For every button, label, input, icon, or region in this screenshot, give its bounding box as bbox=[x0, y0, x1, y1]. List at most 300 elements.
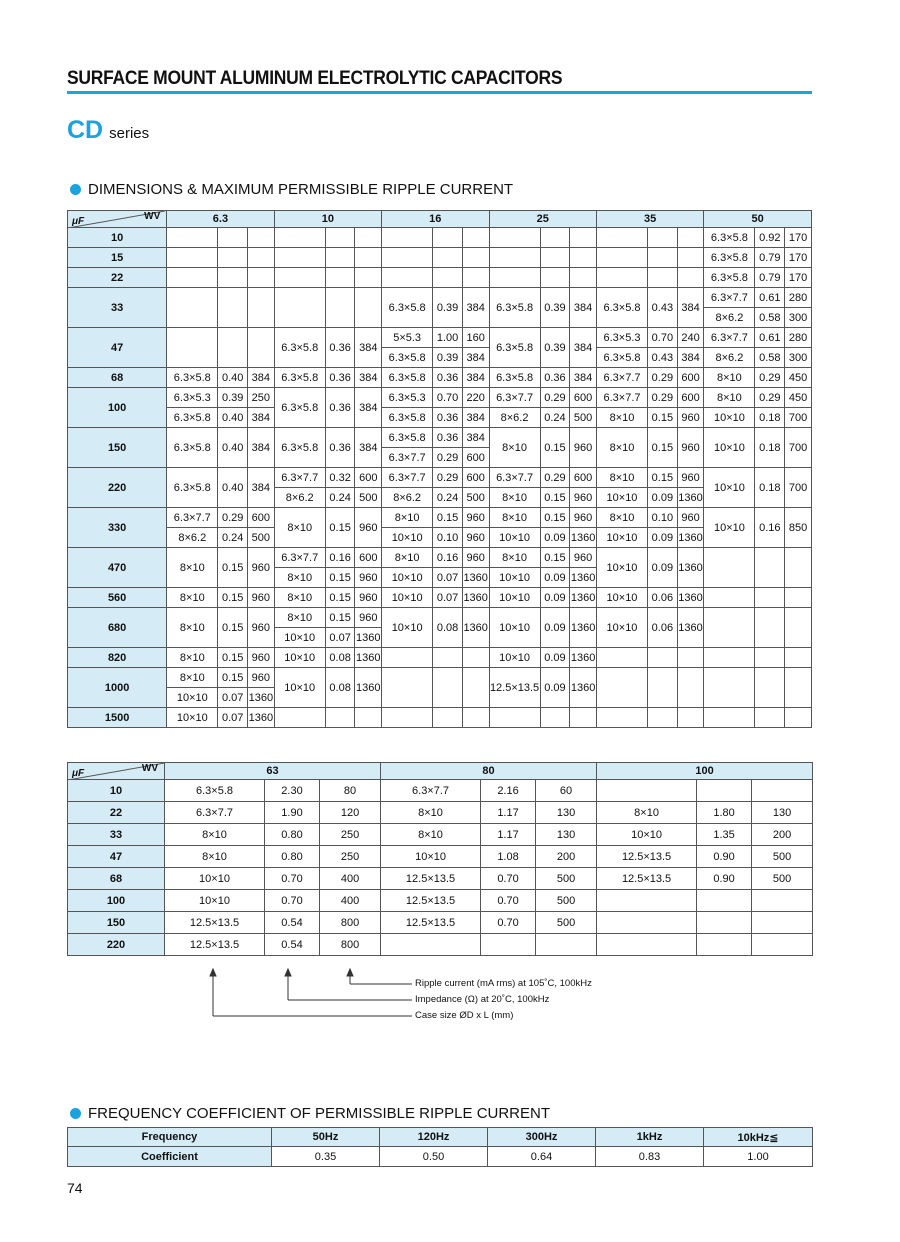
impedance-cell: 0.15 bbox=[325, 608, 355, 628]
ripple-current-cell: 960 bbox=[677, 468, 704, 488]
impedance-cell: 0.24 bbox=[325, 488, 355, 508]
case-size-cell bbox=[596, 268, 647, 288]
case-size-cell: 8×10 bbox=[381, 802, 481, 824]
ripple-current-cell: 1360 bbox=[355, 648, 382, 668]
ripple-current-cell bbox=[785, 588, 812, 608]
case-size-cell: 6.3×5.8 bbox=[489, 328, 540, 368]
case-size-cell: 6.3×7.7 bbox=[274, 548, 325, 568]
case-size-cell: 10×10 bbox=[167, 708, 218, 728]
ripple-current-cell bbox=[355, 248, 382, 268]
case-size-cell: 6.3×7.7 bbox=[704, 328, 755, 348]
impedance-cell: 0.39 bbox=[433, 288, 463, 328]
impedance-cell: 0.80 bbox=[265, 824, 320, 846]
frequency-cell: 300Hz bbox=[488, 1128, 596, 1147]
case-size-cell: 8×10 bbox=[489, 548, 540, 568]
case-size-cell: 8×10 bbox=[274, 588, 325, 608]
impedance-cell bbox=[540, 228, 570, 248]
ripple-current-cell: 700 bbox=[785, 428, 812, 468]
ripple-current-cell: 60 bbox=[536, 780, 597, 802]
ripple-current-cell bbox=[355, 228, 382, 248]
capacitance-cell: 220 bbox=[68, 468, 167, 508]
table-row bbox=[68, 248, 812, 268]
case-size-cell: 8×6.2 bbox=[489, 408, 540, 428]
ripple-current-cell bbox=[677, 708, 704, 728]
capacitance-cell: 680 bbox=[68, 608, 167, 648]
section-frequency-label: FREQUENCY COEFFICIENT OF PERMISSIBLE RIPPLE CURRENT bbox=[88, 1105, 551, 1122]
ripple-current-cell: 280 bbox=[785, 288, 812, 308]
ripple-current-cell: 500 bbox=[462, 488, 489, 508]
case-size-cell bbox=[597, 912, 697, 934]
ripple-current-cell: 1360 bbox=[355, 628, 382, 648]
ripple-current-cell: 1360 bbox=[677, 528, 704, 548]
case-size-cell bbox=[382, 648, 433, 668]
ripple-current-cell: 130 bbox=[752, 802, 813, 824]
impedance-cell bbox=[648, 708, 678, 728]
impedance-cell: 0.29 bbox=[648, 388, 678, 408]
impedance-cell: 0.36 bbox=[433, 408, 463, 428]
ripple-current-cell: 170 bbox=[785, 228, 812, 248]
impedance-cell bbox=[433, 248, 463, 268]
section-frequency bbox=[70, 1105, 550, 1122]
case-size-cell: 6.3×5.8 bbox=[167, 408, 218, 428]
case-size-cell: 5×5.3 bbox=[382, 328, 433, 348]
capacitance-cell: 33 bbox=[68, 824, 165, 846]
case-size-cell: 6.3×7.7 bbox=[165, 802, 265, 824]
capacitance-cell: 10 bbox=[68, 780, 165, 802]
impedance-cell: 0.07 bbox=[433, 568, 463, 588]
impedance-cell: 0.18 bbox=[755, 408, 785, 428]
voltage-header: 10 bbox=[274, 211, 381, 228]
case-size-cell: 12.5×13.5 bbox=[381, 868, 481, 890]
ripple-current-cell: 960 bbox=[570, 428, 597, 468]
impedance-cell: 0.39 bbox=[540, 288, 570, 328]
case-size-cell: 8×10 bbox=[165, 846, 265, 868]
case-size-cell: 10×10 bbox=[165, 868, 265, 890]
impedance-cell: 0.43 bbox=[648, 288, 678, 328]
ripple-current-cell: 220 bbox=[462, 388, 489, 408]
impedance-cell bbox=[648, 648, 678, 668]
case-size-cell: 6.3×7.7 bbox=[489, 388, 540, 408]
case-size-cell bbox=[597, 890, 697, 912]
bullet-icon bbox=[70, 184, 81, 195]
ripple-current-cell bbox=[248, 268, 275, 288]
impedance-cell: 0.90 bbox=[697, 846, 752, 868]
ripple-current-cell: 960 bbox=[355, 588, 382, 608]
ripple-current-cell: 450 bbox=[785, 368, 812, 388]
table-row bbox=[68, 368, 812, 388]
ripple-current-cell: 500 bbox=[752, 846, 813, 868]
capacitance-cell: 22 bbox=[68, 802, 165, 824]
voltage-header: 100 bbox=[597, 763, 813, 780]
case-size-cell: 10×10 bbox=[489, 648, 540, 668]
ripple-current-cell: 500 bbox=[570, 408, 597, 428]
ripple-current-cell bbox=[785, 548, 812, 588]
capacitance-cell: 10 bbox=[68, 228, 167, 248]
table-row bbox=[68, 288, 812, 308]
impedance-cell: 0.09 bbox=[540, 528, 570, 548]
case-size-cell: 10×10 bbox=[596, 588, 647, 608]
capacitance-cell: 1000 bbox=[68, 668, 167, 708]
impedance-cell bbox=[755, 548, 785, 588]
ripple-current-cell: 960 bbox=[248, 588, 275, 608]
capacitance-cell: 47 bbox=[68, 328, 167, 368]
case-size-cell bbox=[167, 328, 218, 368]
impedance-cell bbox=[648, 268, 678, 288]
unit-voltage-corner bbox=[68, 763, 165, 780]
case-size-cell: 8×10 bbox=[597, 802, 697, 824]
frequency-cell: 1kHz bbox=[596, 1128, 704, 1147]
case-size-cell: 10×10 bbox=[704, 468, 755, 508]
voltage-header: 50 bbox=[704, 211, 812, 228]
impedance-cell: 0.16 bbox=[325, 548, 355, 568]
case-size-cell: 10×10 bbox=[274, 668, 325, 708]
case-size-cell: 10×10 bbox=[274, 628, 325, 648]
case-size-cell: 8×10 bbox=[489, 428, 540, 468]
case-size-cell bbox=[489, 228, 540, 248]
page-title: SURFACE MOUNT ALUMINUM ELECTROLYTIC CAPACITORS bbox=[67, 68, 563, 89]
ripple-table-high-voltage bbox=[67, 762, 813, 956]
ripple-current-cell: 240 bbox=[677, 328, 704, 348]
case-size-cell: 8×10 bbox=[704, 388, 755, 408]
table-row bbox=[68, 388, 812, 408]
ripple-current-cell bbox=[462, 248, 489, 268]
ripple-current-cell: 1360 bbox=[677, 588, 704, 608]
ripple-current-cell: 1360 bbox=[570, 528, 597, 548]
impedance-cell: 2.30 bbox=[265, 780, 320, 802]
impedance-cell bbox=[755, 708, 785, 728]
ripple-current-cell: 1360 bbox=[248, 708, 275, 728]
case-size-cell: 10×10 bbox=[489, 588, 540, 608]
impedance-cell: 0.09 bbox=[648, 488, 678, 508]
coefficient-cell: 0.83 bbox=[596, 1147, 704, 1167]
impedance-cell: 1.17 bbox=[481, 824, 536, 846]
case-size-cell: 10×10 bbox=[489, 568, 540, 588]
case-size-cell: 12.5×13.5 bbox=[381, 912, 481, 934]
impedance-cell: 0.54 bbox=[265, 934, 320, 956]
ripple-current-cell: 400 bbox=[320, 868, 381, 890]
coefficient-label: Coefficient bbox=[68, 1147, 272, 1167]
impedance-cell: 1.00 bbox=[433, 328, 463, 348]
case-size-cell: 6.3×7.7 bbox=[596, 368, 647, 388]
case-size-cell: 8×10 bbox=[167, 668, 218, 688]
table-row bbox=[68, 468, 812, 488]
impedance-cell: 0.09 bbox=[540, 588, 570, 608]
ripple-current-cell: 200 bbox=[536, 846, 597, 868]
ripple-current-cell bbox=[462, 268, 489, 288]
case-size-cell: 10×10 bbox=[489, 528, 540, 548]
impedance-cell bbox=[697, 934, 752, 956]
impedance-cell: 0.15 bbox=[540, 548, 570, 568]
impedance-cell: 0.70 bbox=[481, 912, 536, 934]
case-size-cell: 8×10 bbox=[596, 508, 647, 528]
case-size-cell bbox=[704, 708, 755, 728]
ripple-current-cell: 384 bbox=[677, 288, 704, 328]
case-size-cell: 6.3×5.3 bbox=[382, 388, 433, 408]
ripple-current-cell: 384 bbox=[248, 408, 275, 428]
ripple-current-cell: 384 bbox=[570, 288, 597, 328]
case-size-cell bbox=[489, 268, 540, 288]
ripple-current-cell: 120 bbox=[320, 802, 381, 824]
ripple-current-cell: 600 bbox=[677, 368, 704, 388]
table-row bbox=[68, 912, 813, 934]
impedance-cell: 0.08 bbox=[325, 648, 355, 668]
case-size-cell: 12.5×13.5 bbox=[597, 868, 697, 890]
ripple-current-cell: 1360 bbox=[462, 588, 489, 608]
impedance-cell: 0.15 bbox=[540, 488, 570, 508]
case-size-cell: 10×10 bbox=[382, 528, 433, 548]
case-size-cell: 6.3×5.8 bbox=[382, 368, 433, 388]
case-size-cell: 6.3×5.8 bbox=[382, 348, 433, 368]
capacitance-cell: 820 bbox=[68, 648, 167, 668]
case-size-cell: 8×10 bbox=[596, 408, 647, 428]
voltage-header: 63 bbox=[165, 763, 381, 780]
case-size-cell: 6.3×5.3 bbox=[167, 388, 218, 408]
table-row bbox=[68, 802, 813, 824]
ripple-current-cell: 384 bbox=[248, 468, 275, 508]
impedance-cell: 0.32 bbox=[325, 468, 355, 488]
case-size-cell: 8×10 bbox=[274, 568, 325, 588]
ripple-current-cell bbox=[785, 708, 812, 728]
impedance-cell: 0.40 bbox=[218, 468, 248, 508]
case-size-cell: 6.3×5.8 bbox=[704, 248, 755, 268]
case-size-cell bbox=[597, 780, 697, 802]
ripple-current-cell bbox=[248, 228, 275, 248]
ripple-current-cell: 960 bbox=[570, 508, 597, 528]
table-row bbox=[68, 328, 812, 348]
unit-label: μF bbox=[72, 768, 85, 779]
case-size-cell: 8×6.2 bbox=[382, 488, 433, 508]
case-size-cell bbox=[704, 648, 755, 668]
case-size-cell: 8×10 bbox=[274, 608, 325, 628]
impedance-cell: 0.29 bbox=[433, 468, 463, 488]
ripple-current-cell: 600 bbox=[462, 468, 489, 488]
ripple-current-cell: 960 bbox=[355, 568, 382, 588]
impedance-cell bbox=[433, 648, 463, 668]
impedance-cell bbox=[540, 248, 570, 268]
ripple-current-cell: 600 bbox=[248, 508, 275, 528]
impedance-cell bbox=[433, 668, 463, 708]
impedance-cell: 0.29 bbox=[540, 468, 570, 488]
table-row bbox=[68, 846, 813, 868]
ripple-current-cell: 130 bbox=[536, 824, 597, 846]
impedance-cell bbox=[433, 268, 463, 288]
impedance-cell: 0.24 bbox=[540, 408, 570, 428]
impedance-cell: 0.07 bbox=[218, 708, 248, 728]
ripple-current-cell: 130 bbox=[536, 802, 597, 824]
coefficient-cell: 0.50 bbox=[380, 1147, 488, 1167]
ripple-current-cell: 600 bbox=[355, 548, 382, 568]
ripple-current-cell: 960 bbox=[248, 668, 275, 688]
case-size-cell: 6.3×5.8 bbox=[382, 288, 433, 328]
ripple-current-cell: 1360 bbox=[677, 608, 704, 648]
case-size-cell bbox=[274, 288, 325, 328]
impedance-cell: 1.90 bbox=[265, 802, 320, 824]
impedance-cell bbox=[433, 708, 463, 728]
page-number: 74 bbox=[67, 1180, 83, 1196]
voltage-header: 6.3 bbox=[167, 211, 274, 228]
case-size-cell bbox=[274, 228, 325, 248]
impedance-cell: 0.40 bbox=[218, 428, 248, 468]
ripple-current-cell bbox=[570, 268, 597, 288]
ripple-table-low-voltage bbox=[67, 210, 812, 728]
case-size-cell: 10×10 bbox=[704, 408, 755, 428]
table-row bbox=[68, 648, 812, 668]
ripple-current-cell: 960 bbox=[677, 508, 704, 528]
table-row bbox=[68, 548, 812, 568]
impedance-cell: 0.58 bbox=[755, 308, 785, 328]
impedance-cell: 0.29 bbox=[540, 388, 570, 408]
case-size-cell bbox=[381, 934, 481, 956]
case-size-cell: 12.5×13.5 bbox=[381, 890, 481, 912]
coefficient-cell: 1.00 bbox=[704, 1147, 813, 1167]
wv-label: WV bbox=[141, 763, 158, 774]
impedance-cell: 0.15 bbox=[218, 668, 248, 688]
case-size-cell bbox=[274, 248, 325, 268]
case-size-cell: 10×10 bbox=[165, 890, 265, 912]
impedance-cell bbox=[325, 268, 355, 288]
ripple-current-cell: 450 bbox=[785, 388, 812, 408]
impedance-cell: 0.18 bbox=[755, 468, 785, 508]
impedance-cell: 0.61 bbox=[755, 288, 785, 308]
ripple-current-cell: 300 bbox=[785, 348, 812, 368]
ripple-current-cell bbox=[355, 288, 382, 328]
capacitance-cell: 150 bbox=[68, 912, 165, 934]
impedance-cell bbox=[755, 608, 785, 648]
impedance-cell: 0.36 bbox=[325, 388, 355, 428]
impedance-cell: 0.15 bbox=[648, 428, 678, 468]
impedance-cell: 0.70 bbox=[265, 890, 320, 912]
capacitance-cell: 1500 bbox=[68, 708, 167, 728]
coefficient-cell: 0.35 bbox=[272, 1147, 380, 1167]
ripple-current-cell: 600 bbox=[462, 448, 489, 468]
case-size-cell: 8×10 bbox=[489, 508, 540, 528]
ripple-current-cell: 960 bbox=[248, 648, 275, 668]
impedance-cell: 0.39 bbox=[433, 348, 463, 368]
ripple-current-cell bbox=[570, 708, 597, 728]
case-size-cell: 6.3×5.8 bbox=[274, 428, 325, 468]
ripple-current-cell: 384 bbox=[677, 348, 704, 368]
capacitance-cell: 68 bbox=[68, 868, 165, 890]
impedance-cell: 1.17 bbox=[481, 802, 536, 824]
impedance-cell: 0.29 bbox=[755, 368, 785, 388]
impedance-cell: 0.15 bbox=[218, 588, 248, 608]
ripple-current-cell: 384 bbox=[355, 428, 382, 468]
ripple-current-cell: 960 bbox=[462, 508, 489, 528]
legend-leader-lines bbox=[200, 963, 420, 1023]
case-size-cell: 6.3×5.8 bbox=[596, 348, 647, 368]
ripple-current-cell: 500 bbox=[355, 488, 382, 508]
impedance-cell bbox=[218, 248, 248, 268]
impedance-cell bbox=[697, 890, 752, 912]
ripple-current-cell: 250 bbox=[320, 824, 381, 846]
case-size-cell: 6.3×7.7 bbox=[382, 468, 433, 488]
ripple-current-cell bbox=[462, 708, 489, 728]
case-size-cell: 8×10 bbox=[167, 648, 218, 668]
ripple-current-cell: 700 bbox=[785, 468, 812, 508]
ripple-current-cell bbox=[355, 708, 382, 728]
ripple-current-cell: 960 bbox=[248, 548, 275, 588]
capacitance-cell: 100 bbox=[68, 388, 167, 428]
ripple-current-cell bbox=[785, 648, 812, 668]
impedance-cell: 0.08 bbox=[433, 608, 463, 648]
case-size-cell: 10×10 bbox=[596, 548, 647, 588]
ripple-current-cell: 500 bbox=[752, 868, 813, 890]
case-size-cell: 10×10 bbox=[596, 608, 647, 648]
case-size-cell bbox=[596, 248, 647, 268]
table-row bbox=[68, 528, 812, 548]
case-size-cell: 6.3×5.8 bbox=[274, 388, 325, 428]
impedance-cell: 0.15 bbox=[433, 508, 463, 528]
ripple-current-cell: 384 bbox=[462, 348, 489, 368]
ripple-current-cell: 960 bbox=[570, 488, 597, 508]
impedance-cell: 0.09 bbox=[540, 568, 570, 588]
case-size-cell: 10×10 bbox=[704, 508, 755, 548]
table-row bbox=[68, 708, 812, 728]
ripple-current-cell bbox=[752, 780, 813, 802]
case-size-cell bbox=[382, 668, 433, 708]
ripple-current-cell: 960 bbox=[248, 608, 275, 648]
frequency-label: Frequency bbox=[68, 1128, 272, 1147]
capacitance-cell: 100 bbox=[68, 890, 165, 912]
impedance-cell bbox=[218, 228, 248, 248]
case-size-cell bbox=[167, 268, 218, 288]
ripple-current-cell bbox=[462, 668, 489, 708]
legend-ripple: Ripple current (mA rms) at 105˚C, 100kHz bbox=[415, 978, 592, 989]
ripple-current-cell: 400 bbox=[320, 890, 381, 912]
case-size-cell: 6.3×5.8 bbox=[489, 368, 540, 388]
ripple-current-cell: 1360 bbox=[570, 568, 597, 588]
table-row bbox=[68, 508, 812, 528]
case-size-cell bbox=[704, 608, 755, 648]
impedance-cell: 0.16 bbox=[755, 508, 785, 548]
ripple-current-cell: 500 bbox=[248, 528, 275, 548]
case-size-cell: 10×10 bbox=[382, 568, 433, 588]
impedance-cell bbox=[218, 268, 248, 288]
ripple-current-cell: 960 bbox=[677, 408, 704, 428]
section-dimensions-label: DIMENSIONS & MAXIMUM PERMISSIBLE RIPPLE CURRENT bbox=[88, 181, 514, 198]
capacitance-cell: 470 bbox=[68, 548, 167, 588]
case-size-cell: 12.5×13.5 bbox=[165, 912, 265, 934]
case-size-cell: 10×10 bbox=[382, 588, 433, 608]
case-size-cell: 10×10 bbox=[167, 688, 218, 708]
case-size-cell: 12.5×13.5 bbox=[597, 846, 697, 868]
ripple-current-cell: 170 bbox=[785, 248, 812, 268]
impedance-cell: 0.15 bbox=[218, 608, 248, 648]
ripple-current-cell: 250 bbox=[248, 388, 275, 408]
ripple-current-cell: 200 bbox=[752, 824, 813, 846]
impedance-cell: 0.54 bbox=[265, 912, 320, 934]
impedance-cell bbox=[325, 228, 355, 248]
voltage-header: 35 bbox=[596, 211, 703, 228]
impedance-cell: 0.15 bbox=[648, 468, 678, 488]
case-size-cell: 10×10 bbox=[382, 608, 433, 648]
case-size-cell: 8×10 bbox=[489, 488, 540, 508]
impedance-cell: 0.15 bbox=[325, 568, 355, 588]
case-size-cell: 6.3×7.7 bbox=[596, 388, 647, 408]
impedance-cell: 0.70 bbox=[265, 868, 320, 890]
case-size-cell bbox=[382, 708, 433, 728]
ripple-current-cell: 600 bbox=[570, 388, 597, 408]
case-size-cell bbox=[704, 668, 755, 708]
impedance-cell bbox=[755, 648, 785, 668]
impedance-cell: 0.16 bbox=[433, 548, 463, 568]
impedance-cell: 0.08 bbox=[325, 668, 355, 708]
capacitance-cell: 330 bbox=[68, 508, 167, 548]
table-row bbox=[68, 608, 812, 628]
unit-label: μF bbox=[72, 216, 85, 227]
ripple-current-cell bbox=[677, 228, 704, 248]
impedance-cell bbox=[325, 248, 355, 268]
